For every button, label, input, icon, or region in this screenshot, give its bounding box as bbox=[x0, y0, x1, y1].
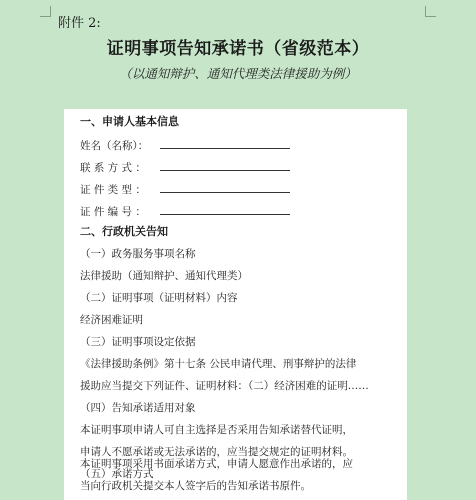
section-heading-applicant-info: 一、申请人基本信息 bbox=[80, 115, 179, 128]
paragraph-line: 经济困难证明 bbox=[80, 314, 143, 326]
paragraph-line: （三）证明事项设定依据 bbox=[80, 336, 196, 348]
paragraph-line: 法律援助（通知辩护、通知代理类） bbox=[80, 270, 248, 282]
paragraph-line: （一）政务服务事项名称 bbox=[80, 248, 196, 260]
document-subtitle: （以通知辩护、通知代理类法律援助为例） bbox=[119, 66, 357, 81]
paragraph-line: 援助应当提交下列证件、证明材料：（二）经济困难的证明…… bbox=[80, 380, 369, 392]
field-label: 证 件 类 型 ： bbox=[80, 184, 146, 196]
paragraph-line: 本证明事项申请人可自主选择是否采用告知承诺替代证明， bbox=[80, 424, 353, 436]
page-corner-mark bbox=[425, 6, 436, 17]
field-label: 证 件 编 号 ： bbox=[80, 206, 146, 218]
form-field-name bbox=[80, 137, 401, 153]
embedded-document-page bbox=[64, 109, 407, 500]
paragraph-line: 申请人不愿承诺或无法承诺的，应当提交规定的证明材料。 bbox=[80, 446, 353, 458]
field-label: 联 系 方 式 ： bbox=[80, 162, 146, 174]
phone-blank-line bbox=[160, 159, 290, 171]
name-blank-line bbox=[160, 137, 290, 149]
paragraph-line: 当向行政机关提交本人签字后的告知承诺书原件。 bbox=[80, 480, 311, 492]
page-corner-mark bbox=[40, 6, 51, 17]
form-field-id-type bbox=[80, 181, 401, 197]
id-number-blank-line bbox=[160, 203, 290, 215]
section-heading-agency-notice: 二、行政机关告知 bbox=[80, 225, 168, 238]
id-type-blank-line bbox=[160, 181, 290, 193]
field-label: 姓名（名称）： bbox=[80, 140, 149, 152]
paragraph-line: 《法律援助条例》第十七条 公民申请代理、刑事辩护的法律 bbox=[80, 358, 357, 370]
paragraph-line: （二）证明事项（证明材料）内容 bbox=[80, 292, 238, 304]
paragraph-line: （四）告知承诺适用对象 bbox=[80, 402, 196, 414]
form-field-id-number bbox=[80, 203, 401, 219]
paragraph-line: 本证明事项采用书面承诺方式，申请人愿意作出承诺的，应 bbox=[80, 458, 353, 470]
attachment-label: 附件 2: bbox=[58, 16, 101, 31]
form-field-phone bbox=[80, 159, 401, 175]
document-title: 证明事项告知承诺书（省级范本） bbox=[106, 39, 370, 59]
paragraph-line: （五）承诺方式 bbox=[80, 468, 154, 480]
